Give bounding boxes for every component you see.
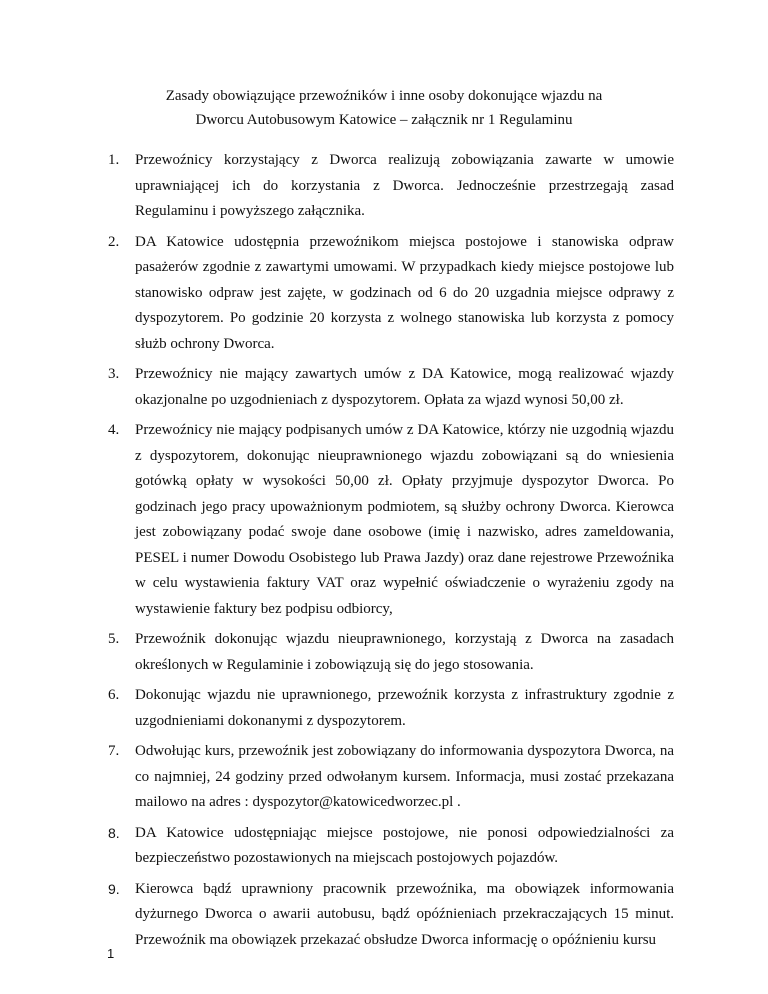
rule-1 (108, 148, 674, 225)
document-title (0, 84, 768, 132)
rule-number: 3. (108, 366, 120, 382)
rule-text: Odwołując kurs, przewoźnik jest zobowiązany do informowania dyspozytora Dworca, na co najmniej, 24 godziny przed odwołanym kursem. Informacja, musi zostać przekazana mailowo na adres : dyspozytor@katowicedworzec.pl . (135, 743, 674, 810)
title-line-2: Dworcu Autobusowym Katowice – załącznik nr 1 Regulaminu (195, 112, 573, 128)
rule-5 (108, 627, 674, 678)
rule-number: 1. (108, 152, 120, 168)
rules-list (108, 148, 674, 958)
rule-number: 7. (108, 743, 120, 759)
rule-text: Dokonując wjazdu nie uprawnionego, przewoźnik korzysta z infrastruktury zgodnie z uzgodnieniami dokonanymi z dyspozytorem. (135, 687, 674, 729)
rule-text: Przewoźnik dokonując wjazdu nieuprawnionego, korzystają z Dworca na zasadach określonych w Regulaminie i zobowiązują się do jego stosowania. (135, 631, 674, 673)
rule-2 (108, 230, 674, 358)
rule-number: 9. (108, 880, 120, 897)
rule-text: DA Katowice udostępniając miejsce postojowe, nie ponosi odpowiedzialności za bezpieczeństwo pozostawionych na miejscach postojowych pojazdów. (135, 824, 674, 866)
page-number: 1 (107, 946, 115, 961)
rule-number: 4. (108, 422, 120, 438)
rule-8 (108, 821, 674, 872)
rule-text: Kierowca bądź uprawniony pracownik przewoźnika, ma obowiązek informowania dyżurnego Dworca o awarii autobusu, bądź opóźnieniach przekraczających 15 minut. Przewoźnik ma obowiązek przekazać obsłudze Dworca informację o opóźnieniu kursu (135, 880, 674, 948)
rule-number: 8. (108, 824, 120, 841)
title-line-1: Zasady obowiązujące przewoźników i inne osoby dokonujące wjazdu na (165, 88, 603, 104)
rule-text: Przewoźnicy nie mający podpisanych umów z DA Katowice, którzy nie uzgodnią wjazdu z dyspozytorem, dokonując nieuprawnionego wjazdu zobowiązani są do wniesienia gotówką opłaty w wysokości 50,00 zł. Opłaty przyjmuje dyspozytor Dworca. Po godzinach jego pracy upoważnionym podmiotem, są służby ochrony Dworca. Kierowca jest zobowiązany podać swoje dane osobowe (imię i nazwisko, adres zameldowania, PESEL i numer Dowodu Osobistego lub Prawa Jazdy) oraz dane rejestrowe Przewoźnika w celu wystawienia faktury VAT oraz wypełnić oświadczenie o wyrażeniu zgody na wystawienie faktury bez podpisu odbiorcy, (135, 422, 674, 617)
rule-number: 2. (108, 233, 120, 250)
rule-text: Przewoźnicy nie mający zawartych umów z DA Katowice, mogą realizować wjazdy okazjonalne po uzgodnieniach z dyspozytorem. Opłata za wjazd wynosi 50,00 zł. (135, 366, 674, 408)
rule-4 (108, 418, 674, 622)
rule-text: Przewoźnicy korzystający z Dworca realizują zobowiązania zawarte w umowie uprawniającej ich do korzystania z Dworca. Jednocześnie przestrzegają zasad Regulaminu i powyższego załącznika. (135, 152, 674, 219)
rule-6 (108, 683, 674, 734)
rule-7 (108, 739, 674, 816)
rule-3 (108, 362, 674, 413)
rule-text: DA Katowice udostępnia przewoźnikom miejsca postojowe i stanowiska odpraw pasażerów zgodnie z zawartymi umowami. W przypadkach kiedy miejsce postojowe lub stanowisko odpraw jest zajęte, w godzinach od 6 do 20 uzgadnia miejsce odprawy z dyspozytorem. Po godzinie 20 korzysta z wolnego stanowiska lub korzysta z pomocy służb ochrony Dworca. (135, 233, 674, 352)
rule-number: 5. (108, 631, 120, 647)
rule-9 (108, 877, 674, 954)
rule-number: 6. (108, 687, 120, 703)
